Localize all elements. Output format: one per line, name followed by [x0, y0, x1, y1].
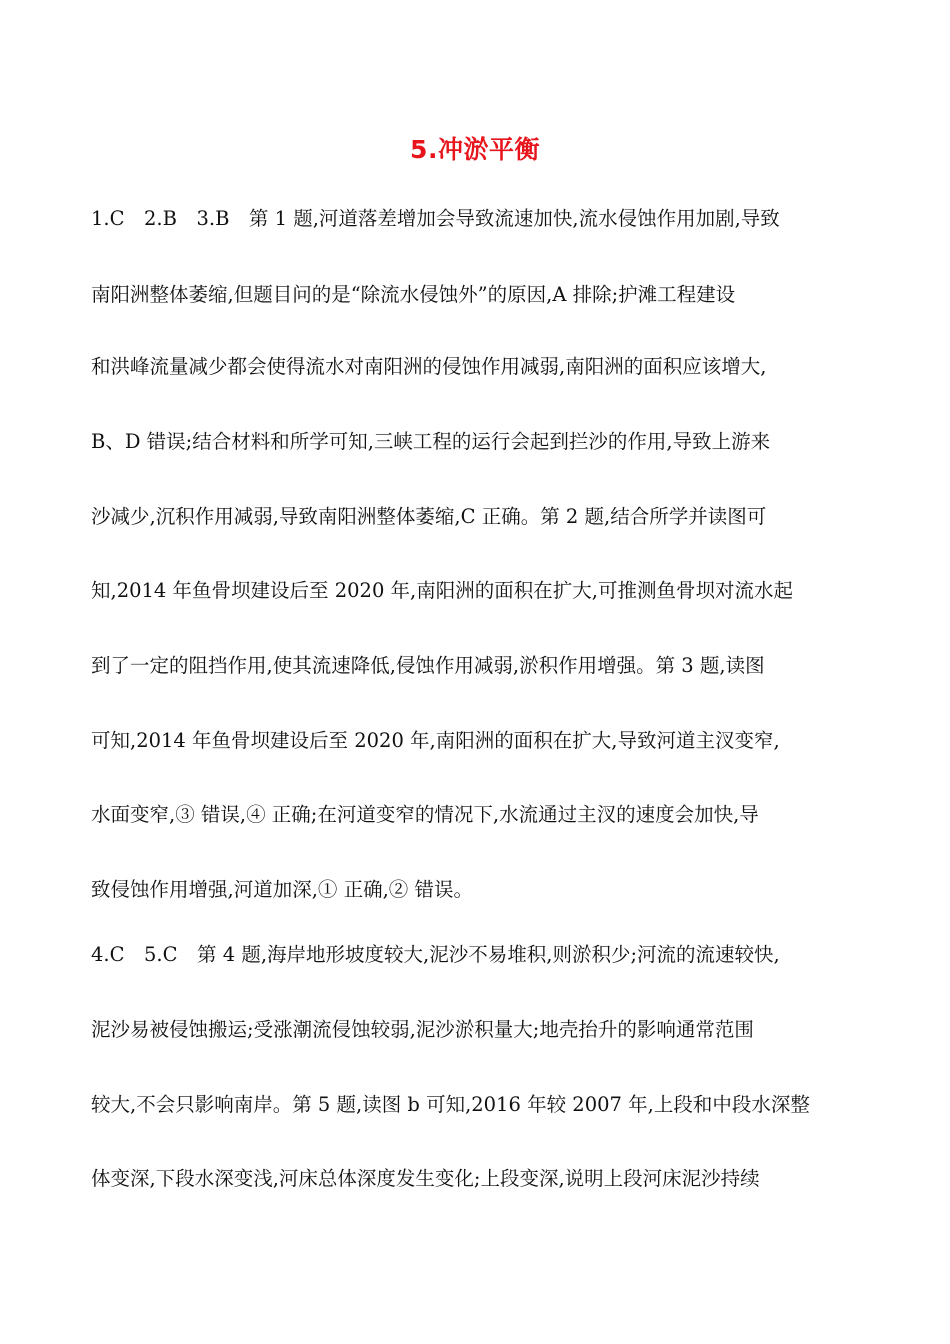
- answer-text-line: 到了一定的阻挡作用,使其流速降低,侵蚀作用减弱,淤积作用增强。第 3 题,读图: [91, 654, 765, 677]
- answer-text-line: 沙减少,沉积作用减弱,导致南阳洲整体萎缩,C 正确。第 2 题,结合所学并读图可: [91, 505, 767, 528]
- answer-text-line: 1.C 2.B 3.B 第 1 题,河道落差增加会导致流速加快,流水侵蚀作用加剧,导致: [91, 207, 780, 230]
- answer-text-line: 可知,2014 年鱼骨坝建设后至 2020 年,南阳洲的面积在扩大,导致河道主汊变窄,: [91, 729, 780, 752]
- document-title: 5.冲淤平衡: [410, 135, 540, 164]
- answer-text-line: 体变深,下段水深变浅,河床总体深度发生变化;上段变深,说明上段河床泥沙持续: [91, 1167, 760, 1190]
- answer-text-line: 泥沙易被侵蚀搬运;受涨潮流侵蚀较弱,泥沙淤积量大;地壳抬升的影响通常范围: [91, 1018, 754, 1041]
- answer-text-line: 较大,不会只影响南岸。第 5 题,读图 b 可知,2016 年较 2007 年,上段和中段水深整: [91, 1093, 810, 1116]
- answer-text-line: 4.C 5.C 第 4 题,海岸地形坡度较大,泥沙不易堆积,则淤积少;河流的流速较快,: [91, 943, 780, 966]
- answer-text-line: 知,2014 年鱼骨坝建设后至 2020 年,南阳洲的面积在扩大,可推测鱼骨坝对流水起: [91, 579, 793, 602]
- answer-text-line: 致侵蚀作用增强,河道加深,① 正确,② 错误。: [91, 878, 473, 901]
- answer-text-line: B、D 错误;结合材料和所学可知,三峡工程的运行会起到拦沙的作用,导致上游来: [91, 430, 771, 453]
- answer-text-line: 和洪峰流量减少都会使得流水对南阳洲的侵蚀作用减弱,南阳洲的面积应该增大,: [91, 355, 767, 378]
- answer-text-line: 水面变窄,③ 错误,④ 正确;在河道变窄的情况下,水流通过主汊的速度会加快,导: [91, 803, 759, 826]
- answer-text-line: 南阳洲整体萎缩,但题目问的是“除流水侵蚀外”的原因,A 排除;护滩工程建设: [91, 283, 736, 306]
